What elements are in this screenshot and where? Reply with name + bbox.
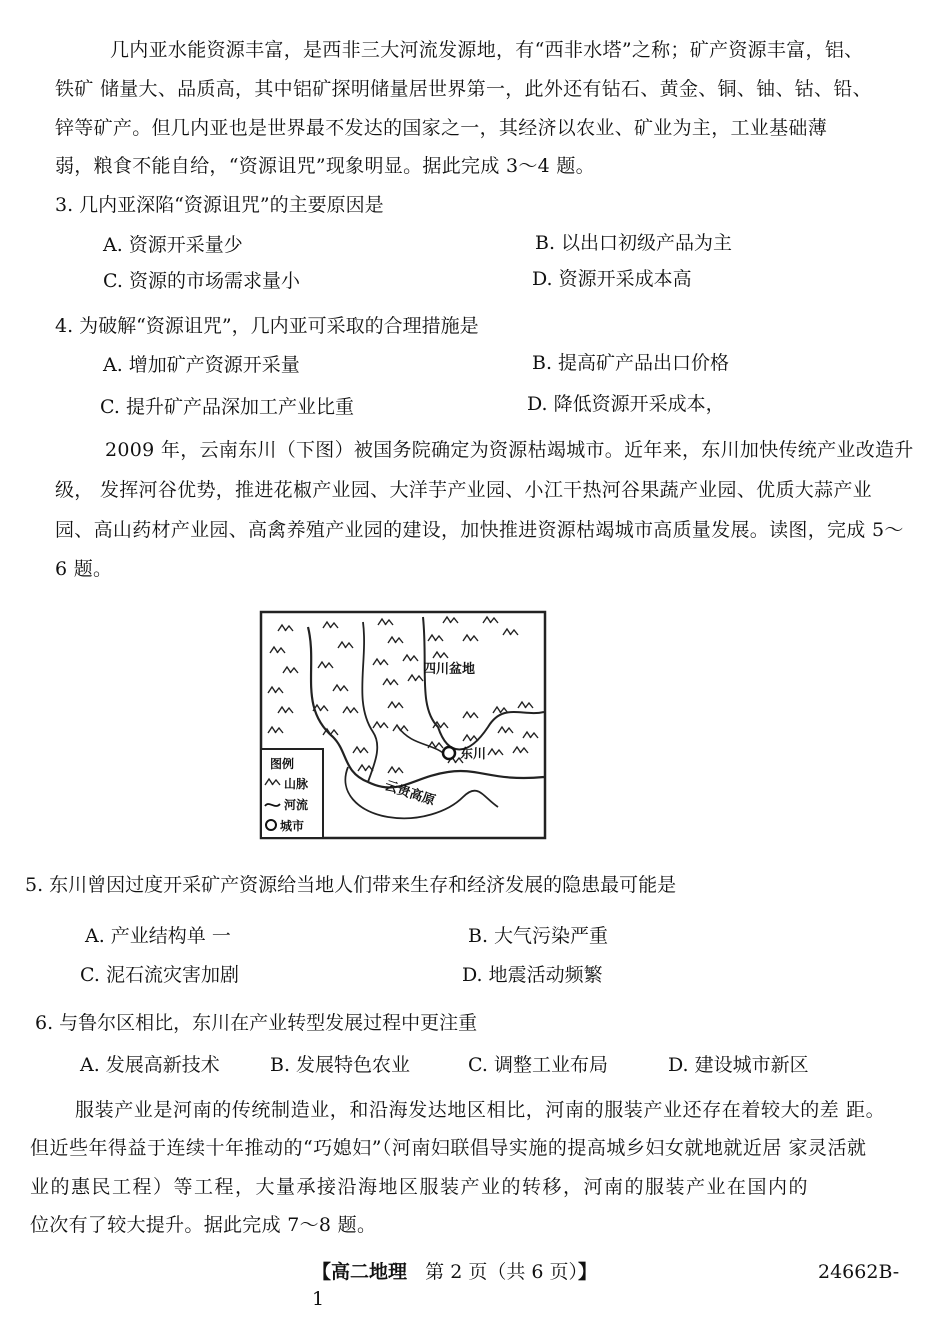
footer-code-continued: 1	[312, 1288, 325, 1310]
footer-code: 24662B-	[818, 1261, 900, 1283]
passage2-line1: 2009 年，云南东川（下图）被国务院确定为资源枯竭城市。近年来，东川加快传统产业改造升	[105, 439, 914, 461]
q5-option-b: B. 大气污染严重	[468, 925, 609, 947]
legend-city: 城市	[280, 819, 305, 833]
q6-option-c: C. 调整工业布局	[468, 1054, 608, 1076]
q6-option-d: D. 建设城市新区	[668, 1054, 809, 1076]
q5-option-a: A. 产业结构单 一	[85, 925, 231, 947]
city-label: 东川	[460, 747, 487, 762]
legend-mountain: 山脉	[284, 777, 309, 791]
footer-subject: 高二地理	[331, 1261, 408, 1283]
passage2-line2: 级， 发挥河谷优势，推进花椒产业园、大洋芋产业园、小江干热河谷果蔬产业园、优质大蒜产业	[55, 479, 872, 501]
footer-page-number: 第 2 页（共 6 页）	[425, 1261, 578, 1283]
passage1-line3: 锌等矿产。但几内亚也是世界最不发达的国家之一，其经济以农业、矿业为主，工业基础薄	[55, 117, 828, 139]
q6-option-a: A. 发展高新技术	[80, 1054, 220, 1076]
legend-city-icon	[266, 820, 276, 830]
dongchuan-map	[248, 607, 550, 845]
q5-option-c: C. 泥石流灾害加剧	[80, 964, 239, 986]
passage3-line4: 位次有了较大提升。据此完成 7～8 题。	[30, 1214, 377, 1236]
footer-left-bracket: 【	[312, 1261, 332, 1283]
plateau-label: 云贵高原	[382, 778, 437, 809]
q3-stem: 3. 几内亚深陷“资源诅咒”的主要原因是	[55, 194, 384, 216]
passage2-line4: 6 题。	[55, 558, 113, 580]
q6-stem: 6. 与鲁尔区相比，东川在产业转型发展过程中更注重	[35, 1012, 478, 1034]
q4-option-c: C. 提升矿产品深加工产业比重	[100, 396, 354, 418]
passage1-line1: 几内亚水能资源丰富，是西非三大河流发源地，有“西非水塔”之称；矿产资源丰富，铝、	[110, 39, 864, 61]
basin-label: 四川盆地	[423, 662, 476, 677]
q3-option-b: B. 以出口初级产品为主	[535, 232, 733, 254]
footer-right-bracket: 】	[578, 1261, 598, 1283]
q4-option-a: A. 增加矿产资源开采量	[103, 354, 300, 376]
q3-option-c: C. 资源的市场需求量小	[103, 270, 300, 292]
passage3-line3: 业的惠民工程）等工程，大量承接沿海地区服装产业的转移，河南的服装产业在国内的	[30, 1176, 810, 1198]
q3-option-d: D. 资源开采成本高	[532, 268, 692, 290]
passage1-line2: 铁矿 储量大、品质高，其中铝矿探明储量居世界第一，此外还有钻石、黄金、铜、铀、钴、铅、	[55, 78, 872, 100]
q5-option-d: D. 地震活动频繁	[462, 964, 603, 986]
passage1-line4: 弱，粮食不能自给，“资源诅咒”现象明显。据此完成 3～4 题。	[55, 155, 595, 177]
legend-title: 图例	[270, 757, 295, 771]
q5-stem: 5. 东川曾因过度开采矿产资源给当地人们带来生存和经济发展的隐患最可能是	[25, 874, 677, 896]
q6-option-b: B. 发展特色农业	[270, 1054, 411, 1076]
passage2-line3: 园、高山药材产业园、高禽养殖产业园的建设，加快推进资源枯竭城市高质量发展。读图，完成 5～	[55, 519, 904, 541]
passage3-line2: 但近些年得益于连续十年推动的“巧媳妇”（河南妇联倡导实施的提高城乡妇女就地就近居 家灵活就	[30, 1137, 867, 1159]
passage3-line1: 服装产业是河南的传统制造业，和沿海发达地区相比，河南的服装产业还存在着较大的差 距。	[75, 1099, 886, 1121]
q3-option-a: A. 资源开采量少	[103, 234, 243, 256]
legend-river: 河流	[284, 798, 309, 812]
dongchuan-city-marker	[443, 747, 455, 759]
page-footer	[312, 1260, 597, 1284]
q4-option-b: B. 提高矿产品出口价格	[532, 352, 730, 374]
q4-stem: 4. 为破解“资源诅咒”，几内亚可采取的合理措施是	[55, 315, 479, 337]
q4-option-d: D. 降低资源开采成本，	[527, 393, 725, 415]
